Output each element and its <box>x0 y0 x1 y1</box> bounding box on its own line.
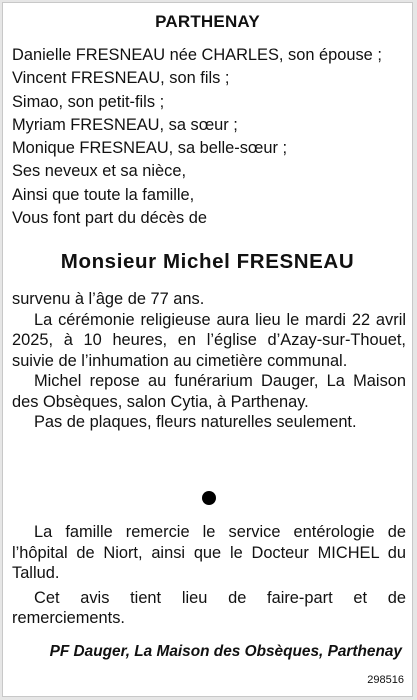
thanks-paragraph: La famille remercie le service entérologie de l’hôpital de Niort, ainsi que le Docteur MICHEL du Tallud. <box>12 523 406 582</box>
family-line: Simao, son petit-fils ; <box>12 92 165 111</box>
town-heading: PARTHENAY <box>155 12 260 31</box>
bullet-separator <box>202 491 216 505</box>
family-line: Monique FRESNEAU, sa belle-sœur ; <box>12 139 288 158</box>
family-line: Vincent FRESNEAU, son fils ; <box>12 69 230 88</box>
family-line: Myriam FRESNEAU, sa sœur ; <box>12 115 238 134</box>
faire-part-paragraph: Cet avis tient lieu de faire-part et de remerciements. <box>12 588 406 627</box>
thanks-section <box>12 522 406 633</box>
obituary-notice <box>2 2 413 697</box>
deceased-name: Monsieur Michel FRESNEAU <box>60 250 355 273</box>
family-list <box>12 44 407 230</box>
family-line: Danielle FRESNEAU née CHARLES, son épouse ; <box>12 46 382 64</box>
flowers-paragraph: Pas de plaques, fleurs naturelles seulement. <box>34 413 357 431</box>
notice-body <box>12 289 406 433</box>
reference-number: 298516 <box>367 674 404 686</box>
ceremony-paragraph: La cérémonie religieuse aura lieu le mardi 22 avril 2025, à 10 heures, en l’église d’Azay-sur-Thouet, suivie de l’inhumation au cimetière communal. <box>12 310 406 370</box>
age-line: survenu à l’âge de 77 ans. <box>12 290 205 308</box>
family-line: Ses neveux et sa nièce, <box>12 162 187 181</box>
funeral-home-signature: PF Dauger, La Maison des Obsèques, Parthenay <box>49 643 402 660</box>
family-line: Vous font part du décès de <box>12 209 208 228</box>
family-line: Ainsi que toute la famille, <box>12 185 195 204</box>
repose-paragraph: Michel repose au funérarium Dauger, La Maison des Obsèques, salon Cytia, à Parthenay. <box>12 372 406 411</box>
